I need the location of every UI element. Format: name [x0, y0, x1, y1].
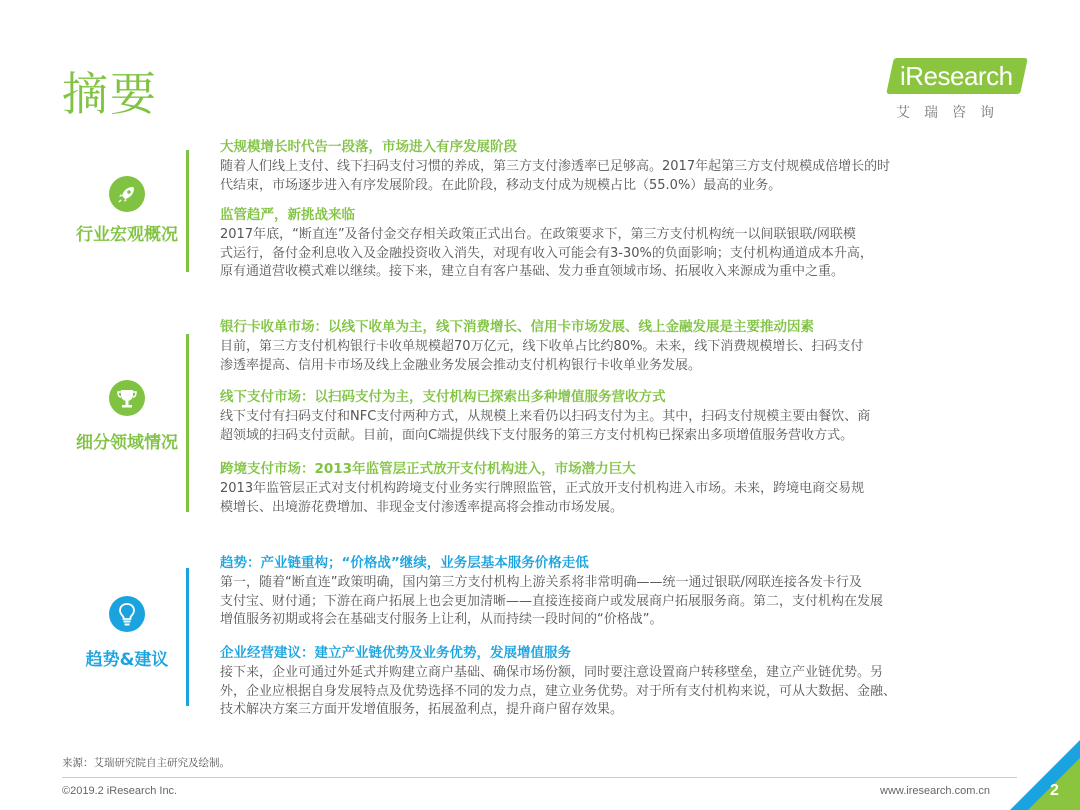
lightbulb-icon: [109, 596, 145, 632]
footer-divider: [62, 777, 1017, 778]
page-number: 2: [1050, 782, 1059, 799]
trophy-icon: [109, 380, 145, 416]
block-title: 银行卡收单市场：以线下收单为主，线下消费增长、信用卡市场发展、线上金融发展是主要推动因素: [220, 319, 814, 335]
rocket-icon: [109, 176, 145, 212]
logo-text: iResearch: [900, 61, 1013, 91]
text-block: [220, 644, 1010, 720]
block-title: 跨境支付市场：2013年监管层正式放开支付机构进入，市场潜力巨大: [220, 461, 636, 477]
section-label: 趋势&建议: [85, 650, 169, 670]
iresearch-logo: [890, 58, 1030, 128]
website-url: www.iresearch.com.cn: [880, 785, 991, 797]
section-label: 行业宏观概况: [76, 225, 178, 245]
block-body: 2017年底，“断直连”及备付金交存相关政策正式出台。在政策要求下，第三方支付机构统一以间联银联/网联模 式运行，备付金利息收入及金融投资收入消失，对现有收入可能会有3-30%的负面影响；支付机构通道成本升高， 原有通道营收模式难以继续。接下来，建立自有客户基础、发力垂直领域市场、拓展收入来源成为重中之重。: [220, 227, 873, 279]
block-body: 随着人们线上支付、线下扫码支付习惯的养成，第三方支付渗透率已足够高。2017年起第三方支付规模成倍增长的时 代结束，市场逐步进入有序发展阶段。在此阶段，移动支付成为规模占比（55.0%）最高的业务。: [220, 159, 891, 193]
block-body: 2013年监管层正式对支付机构跨境支付业务实行牌照监管，正式放开支付机构进入市场。未来，跨境电商交易规 模增长、出境游花费增加、非现金支付渗透率提高将会推动市场发展。: [220, 481, 865, 515]
section-label: 细分领域情况: [76, 433, 178, 453]
block-body: 第一，随着“断直连”政策明确，国内第三方支付机构上游关系将非常明确——统一通过银联/网联连接各发卡行及 支付宝、财付通；下游在商户拓展上也会更加清晰——直接连接商户或发展商户拓展服务商。第二，支付机构在发展 增值服务初期或将会在基础支付服务上让利，从而持续一段时间的“价格战”。: [220, 575, 884, 627]
block-body: 接下来，企业可通过外延式并购建立商户基础、确保市场份额，同时要注意设置商户转移壁垒，建立产业链优势。另 外，企业应根据自身发展特点及优势选择不同的发力点，建立业务优势。对于所有支付机构来说，可从大数据、金融、 技术解决方案三方面开发增值服务，拓展盈利点，提升商户留存效果。: [220, 665, 897, 717]
copyright: ©2019.2 iResearch Inc.: [62, 785, 178, 797]
logo-subtitle: 艾瑞咨询: [896, 105, 1008, 121]
block-title: 监管趋严，新挑战来临: [220, 207, 355, 223]
block-body: 线下支付有扫码支付和NFC支付两种方式，从规模上来看仍以扫码支付为主。其中，扫码支付规模主要由餐饮、商 超领域的扫码支付贡献。目前，面向C端提供线下支付服务的第三方支付机构已探索出多项增值服务营收方式。: [220, 409, 871, 443]
text-block: [220, 138, 1010, 195]
page-title: 摘要: [62, 67, 158, 121]
text-block: [220, 554, 1010, 630]
section-divider: [186, 150, 189, 272]
text-block: [220, 206, 1010, 282]
block-title: 趋势：产业链重构；“价格战”继续，业务层基本服务价格走低: [220, 555, 589, 571]
block-title: 企业经营建议：建立产业链优势及业务优势，发展增值服务: [220, 645, 571, 661]
text-block: [220, 388, 1010, 445]
block-body: 目前，第三方支付机构银行卡收单规模超70万亿元，线下收单占比约80%。未来，线下消费规模增长、扫码支付 渗透率提高、信用卡市场及线上金融业务发展会推动支付机构银行卡收单业务发展。: [220, 339, 864, 373]
section-divider: [186, 334, 189, 512]
text-block: [220, 460, 1010, 517]
corner-decoration: [1010, 740, 1080, 810]
block-title: 线下支付市场：以扫码支付为主，支付机构已探索出多种增值服务营收方式: [220, 389, 666, 405]
source-note: 来源：艾瑞研究院自主研究及绘制。: [62, 757, 230, 769]
section-divider: [186, 568, 189, 706]
text-block: [220, 318, 1010, 375]
block-title: 大规模增长时代告一段落，市场进入有序发展阶段: [220, 139, 517, 155]
